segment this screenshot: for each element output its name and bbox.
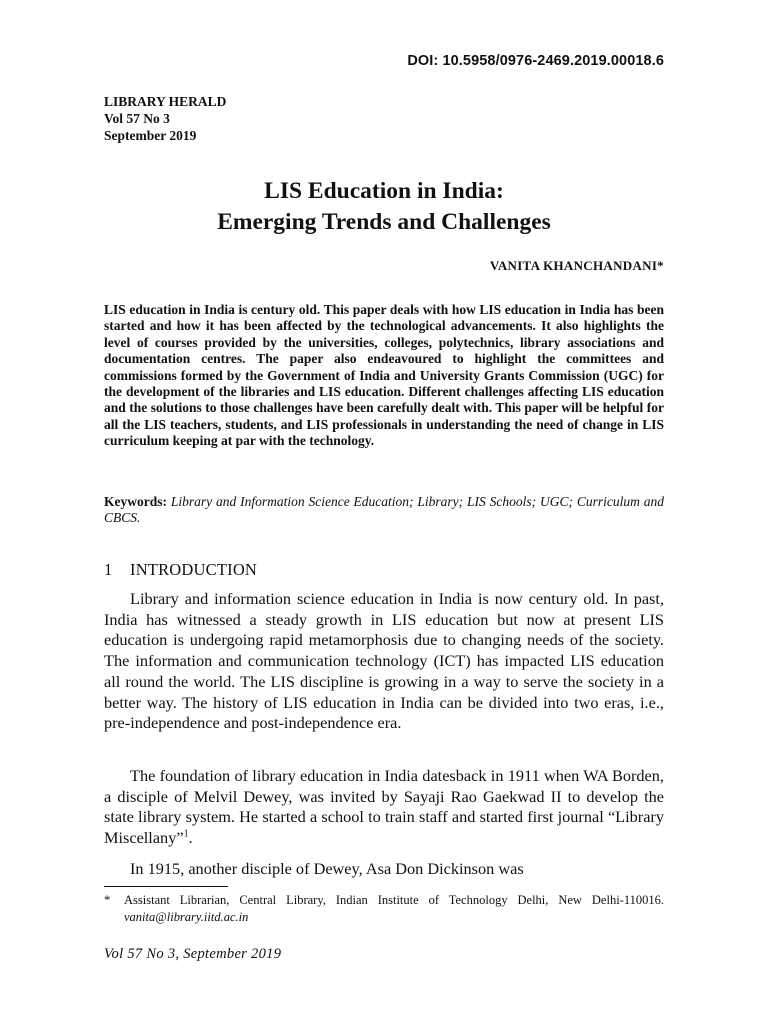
footnote-mark: * [104, 893, 111, 907]
author-name: VANITA KHANCHANDANI* [489, 258, 664, 273]
body-paragraph-3: In 1915, another disciple of Dewey, Asa Don Dickinson was [130, 859, 524, 878]
doi-label: DOI: 10.5958/0976-2469.2019.00018.6 [407, 53, 664, 69]
section-heading [104, 560, 257, 580]
paper-title [104, 176, 664, 238]
body-paragraph-2-end: . [188, 828, 193, 848]
paper-title-line-2: Emerging Trends and Challenges [217, 209, 551, 235]
keywords-text: Library and Information Science Education; Library; LIS Schools; UGC; Curriculum and CBCS. [104, 494, 664, 526]
paper-title-line-1: LIS Education in India: [264, 178, 504, 204]
body-paragraph-1: Library and information science education in India is now century old. In past, India has witnessed a steady growth in LIS education but now at present LIS education is undergoing rapid metamorphosis due to changing needs of the society. The information and communication technology (ICT) has impacted LIS education all round the world. The LIS discipline is growing in a way to serve the society in a better way. The history of LIS education in India can be divided into two eras, i.e., pre-independence and post-independence era. [104, 589, 664, 733]
journal-date: September 2019 [104, 128, 197, 143]
footnote-divider [104, 886, 228, 887]
journal-name: LIBRARY HERALD [104, 94, 227, 109]
page-footer: Vol 57 No 3, September 2019 [104, 946, 282, 962]
journal-volume: Vol 57 No 3 [104, 111, 170, 126]
footnote-body [124, 892, 664, 926]
keywords-label: Keywords: [104, 494, 167, 509]
keywords [104, 494, 664, 527]
reference-marker: 1 [183, 828, 189, 840]
section-number: 1 [104, 560, 113, 579]
abstract: LIS education in India is century old. This paper deals with how LIS education in India has been started and how it has been affected by the technological advancements. It also highlights the level of courses provided by the universities, colleges, polytechnics, library associations and documentation centres. The paper also endeavoured to highlight the committees and commissions formed by the Government of India and University Grants Commission (UGC) for the development of the libraries and LIS education. Different challenges affecting LIS education and the solutions to those challenges have been carefully dealt with. This paper will be helpful for all the LIS teachers, students, and LIS professionals in understanding the need of change in LIS curriculum keeping at par with the technology. [104, 302, 664, 449]
body-paragraph-2 [104, 766, 664, 849]
journal-info [104, 93, 226, 144]
section-title: INTRODUCTION [130, 560, 258, 579]
footnote-text: Assistant Librarian, Central Library, Indian Institute of Technology Delhi, New Delhi-110016. [124, 893, 664, 907]
footnote-email: vanita@library.iitd.ac.in [124, 910, 249, 924]
body-paragraph-2-text: The foundation of library education in India datesback in 1911 when WA Borden, a disciple of Melvil Dewey, was invited by Sayaji Rao Gaekwad II to develop the state library system. He started a school to train staff and started first journal “Library Miscellany” [104, 766, 664, 848]
footnote [104, 892, 664, 926]
